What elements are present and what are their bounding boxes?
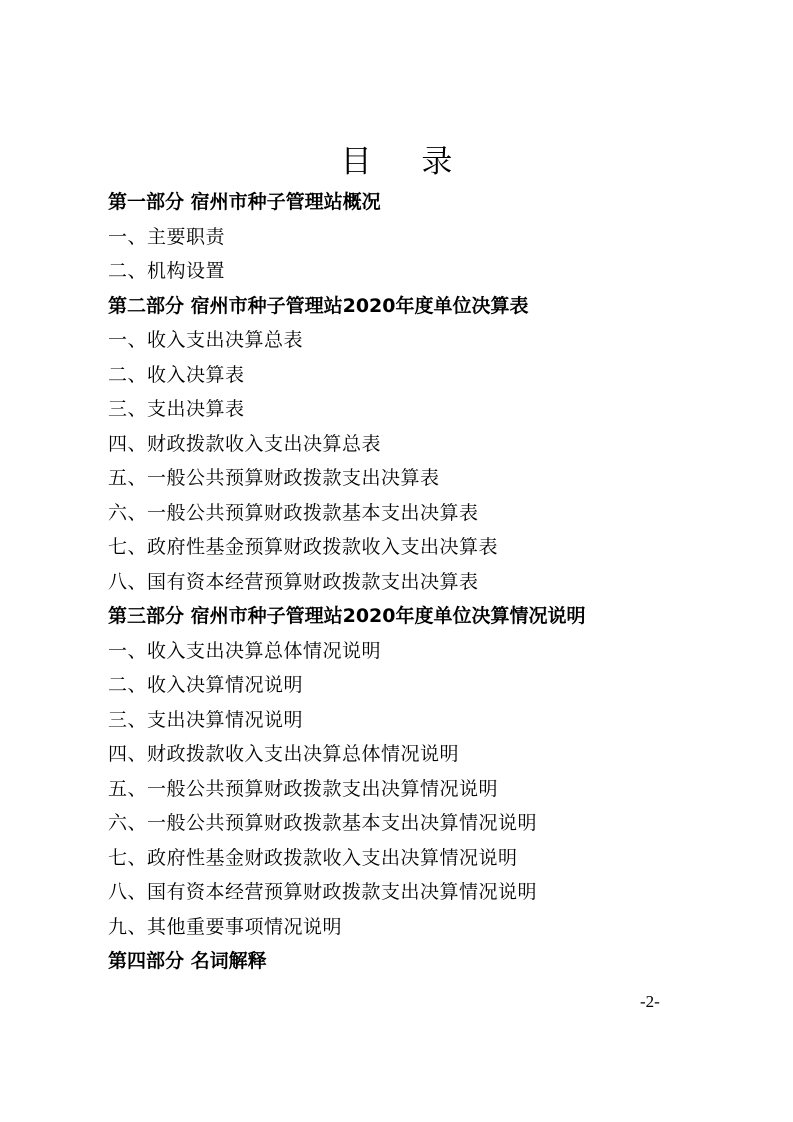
toc-item: 二、收入决算情况说明 <box>108 674 304 696</box>
toc-part-heading: 第四部分 名词解释 <box>108 950 267 972</box>
toc-item: 七、政府性基金预算财政拨款收入支出决算表 <box>108 536 499 558</box>
toc-item: 五、一般公共预算财政拨款支出决算表 <box>108 467 440 489</box>
toc-item: 六、一般公共预算财政拨款基本支出决算情况说明 <box>108 812 538 834</box>
toc-item: 二、机构设置 <box>108 260 226 282</box>
toc-item: 二、收入决算表 <box>108 363 245 386</box>
toc-item: 三、支出决算表 <box>108 398 245 420</box>
toc-item: 六、一般公共预算财政拨款基本支出决算表 <box>108 501 479 524</box>
toc-item: 一、主要职责 <box>108 225 226 248</box>
toc-item: 七、政府性基金财政拨款收入支出决算情况说明 <box>108 846 518 869</box>
toc-item: 八、国有资本经营预算财政拨款支出决算情况说明 <box>108 881 538 903</box>
table-of-contents <box>108 185 728 979</box>
toc-item: 一、收入支出决算总表 <box>108 329 304 351</box>
page-title: 目 录 <box>340 144 473 180</box>
toc-item: 四、财政拨款收入支出决算总表 <box>108 432 382 455</box>
toc-item: 九、其他重要事项情况说明 <box>108 915 343 938</box>
page-number: -2- <box>640 992 660 1011</box>
toc-part-heading: 第三部分 宿州市种子管理站2020年度单位决算情况说明 <box>108 605 586 627</box>
toc-item: 一、收入支出决算总体情况说明 <box>108 639 382 662</box>
toc-item: 八、国有资本经营预算财政拨款支出决算表 <box>108 570 479 593</box>
toc-part-heading: 第一部分 宿州市种子管理站概况 <box>108 191 381 213</box>
toc-item: 三、支出决算情况说明 <box>108 708 304 731</box>
toc-item: 四、财政拨款收入支出决算总体情况说明 <box>108 743 460 765</box>
toc-part-heading: 第二部分 宿州市种子管理站2020年度单位决算表 <box>108 294 529 317</box>
toc-item: 五、一般公共预算财政拨款支出决算情况说明 <box>108 777 499 800</box>
